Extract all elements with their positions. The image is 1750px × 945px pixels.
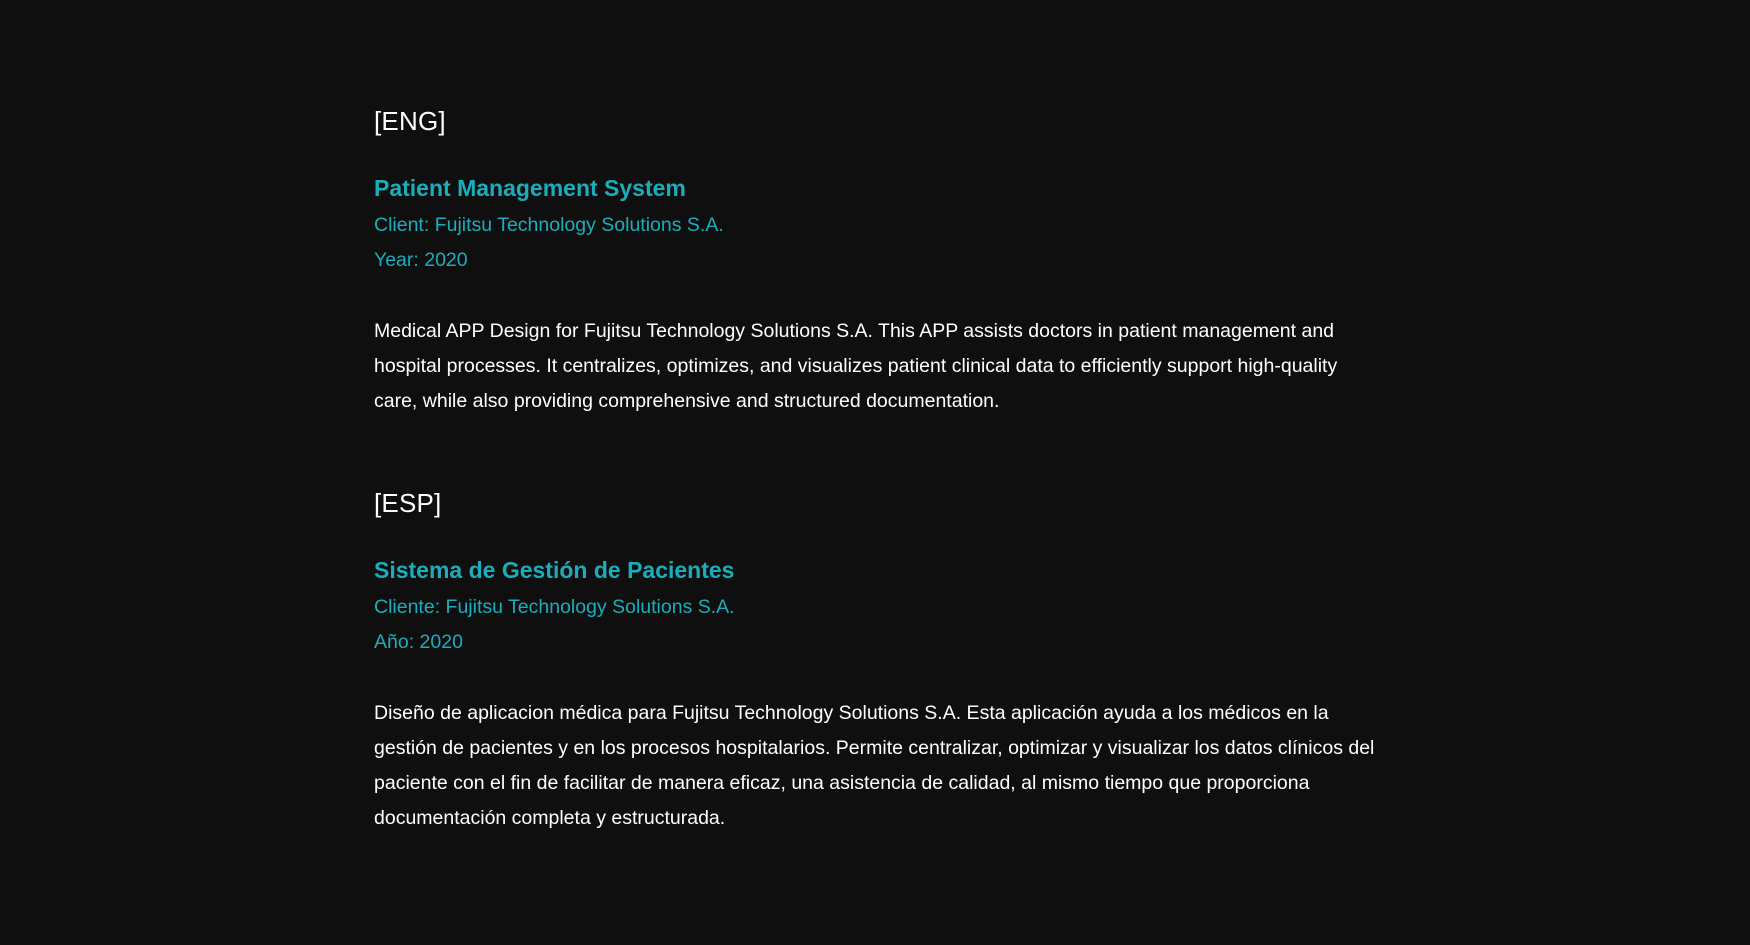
- description-eng: Medical APP Design for Fujitsu Technology Solutions S.A. This APP assists doctors in patient management and hospital processes. It centralizes, optimizes, and visualizes patient clinical data to efficiently support high-quality care, while also providing comprehensive and structured documentation.: [374, 320, 1338, 412]
- client-line-esp: Cliente: Fujitsu Technology Solutions S.A.: [374, 596, 735, 618]
- project-content: [374, 105, 1384, 836]
- year-line-esp: Año: 2020: [374, 631, 463, 653]
- description-esp: Diseño de aplicacion médica para Fujitsu Technology Solutions S.A. Esta aplicación ayuda a los médicos en la gestión de pacientes y en los procesos hospitalarios. Permite centralizar, optimizar y visualizar los datos clínicos del paciente con el fin de facilitar de manera eficaz, una asistencia de calidad, al mismo tiempo que proporciona documentación completa y estructurada.: [374, 702, 1375, 829]
- section-spanish: [374, 487, 1384, 836]
- language-tag-esp: [ESP]: [374, 488, 442, 518]
- client-line-eng: Client: Fujitsu Technology Solutions S.A.: [374, 214, 724, 236]
- project-title-esp: Sistema de Gestión de Pacientes: [374, 557, 735, 583]
- language-tag-eng: [ENG]: [374, 106, 446, 136]
- year-line-eng: Year: 2020: [374, 249, 468, 271]
- section-english: [374, 105, 1384, 419]
- project-title-eng: Patient Management System: [374, 175, 686, 201]
